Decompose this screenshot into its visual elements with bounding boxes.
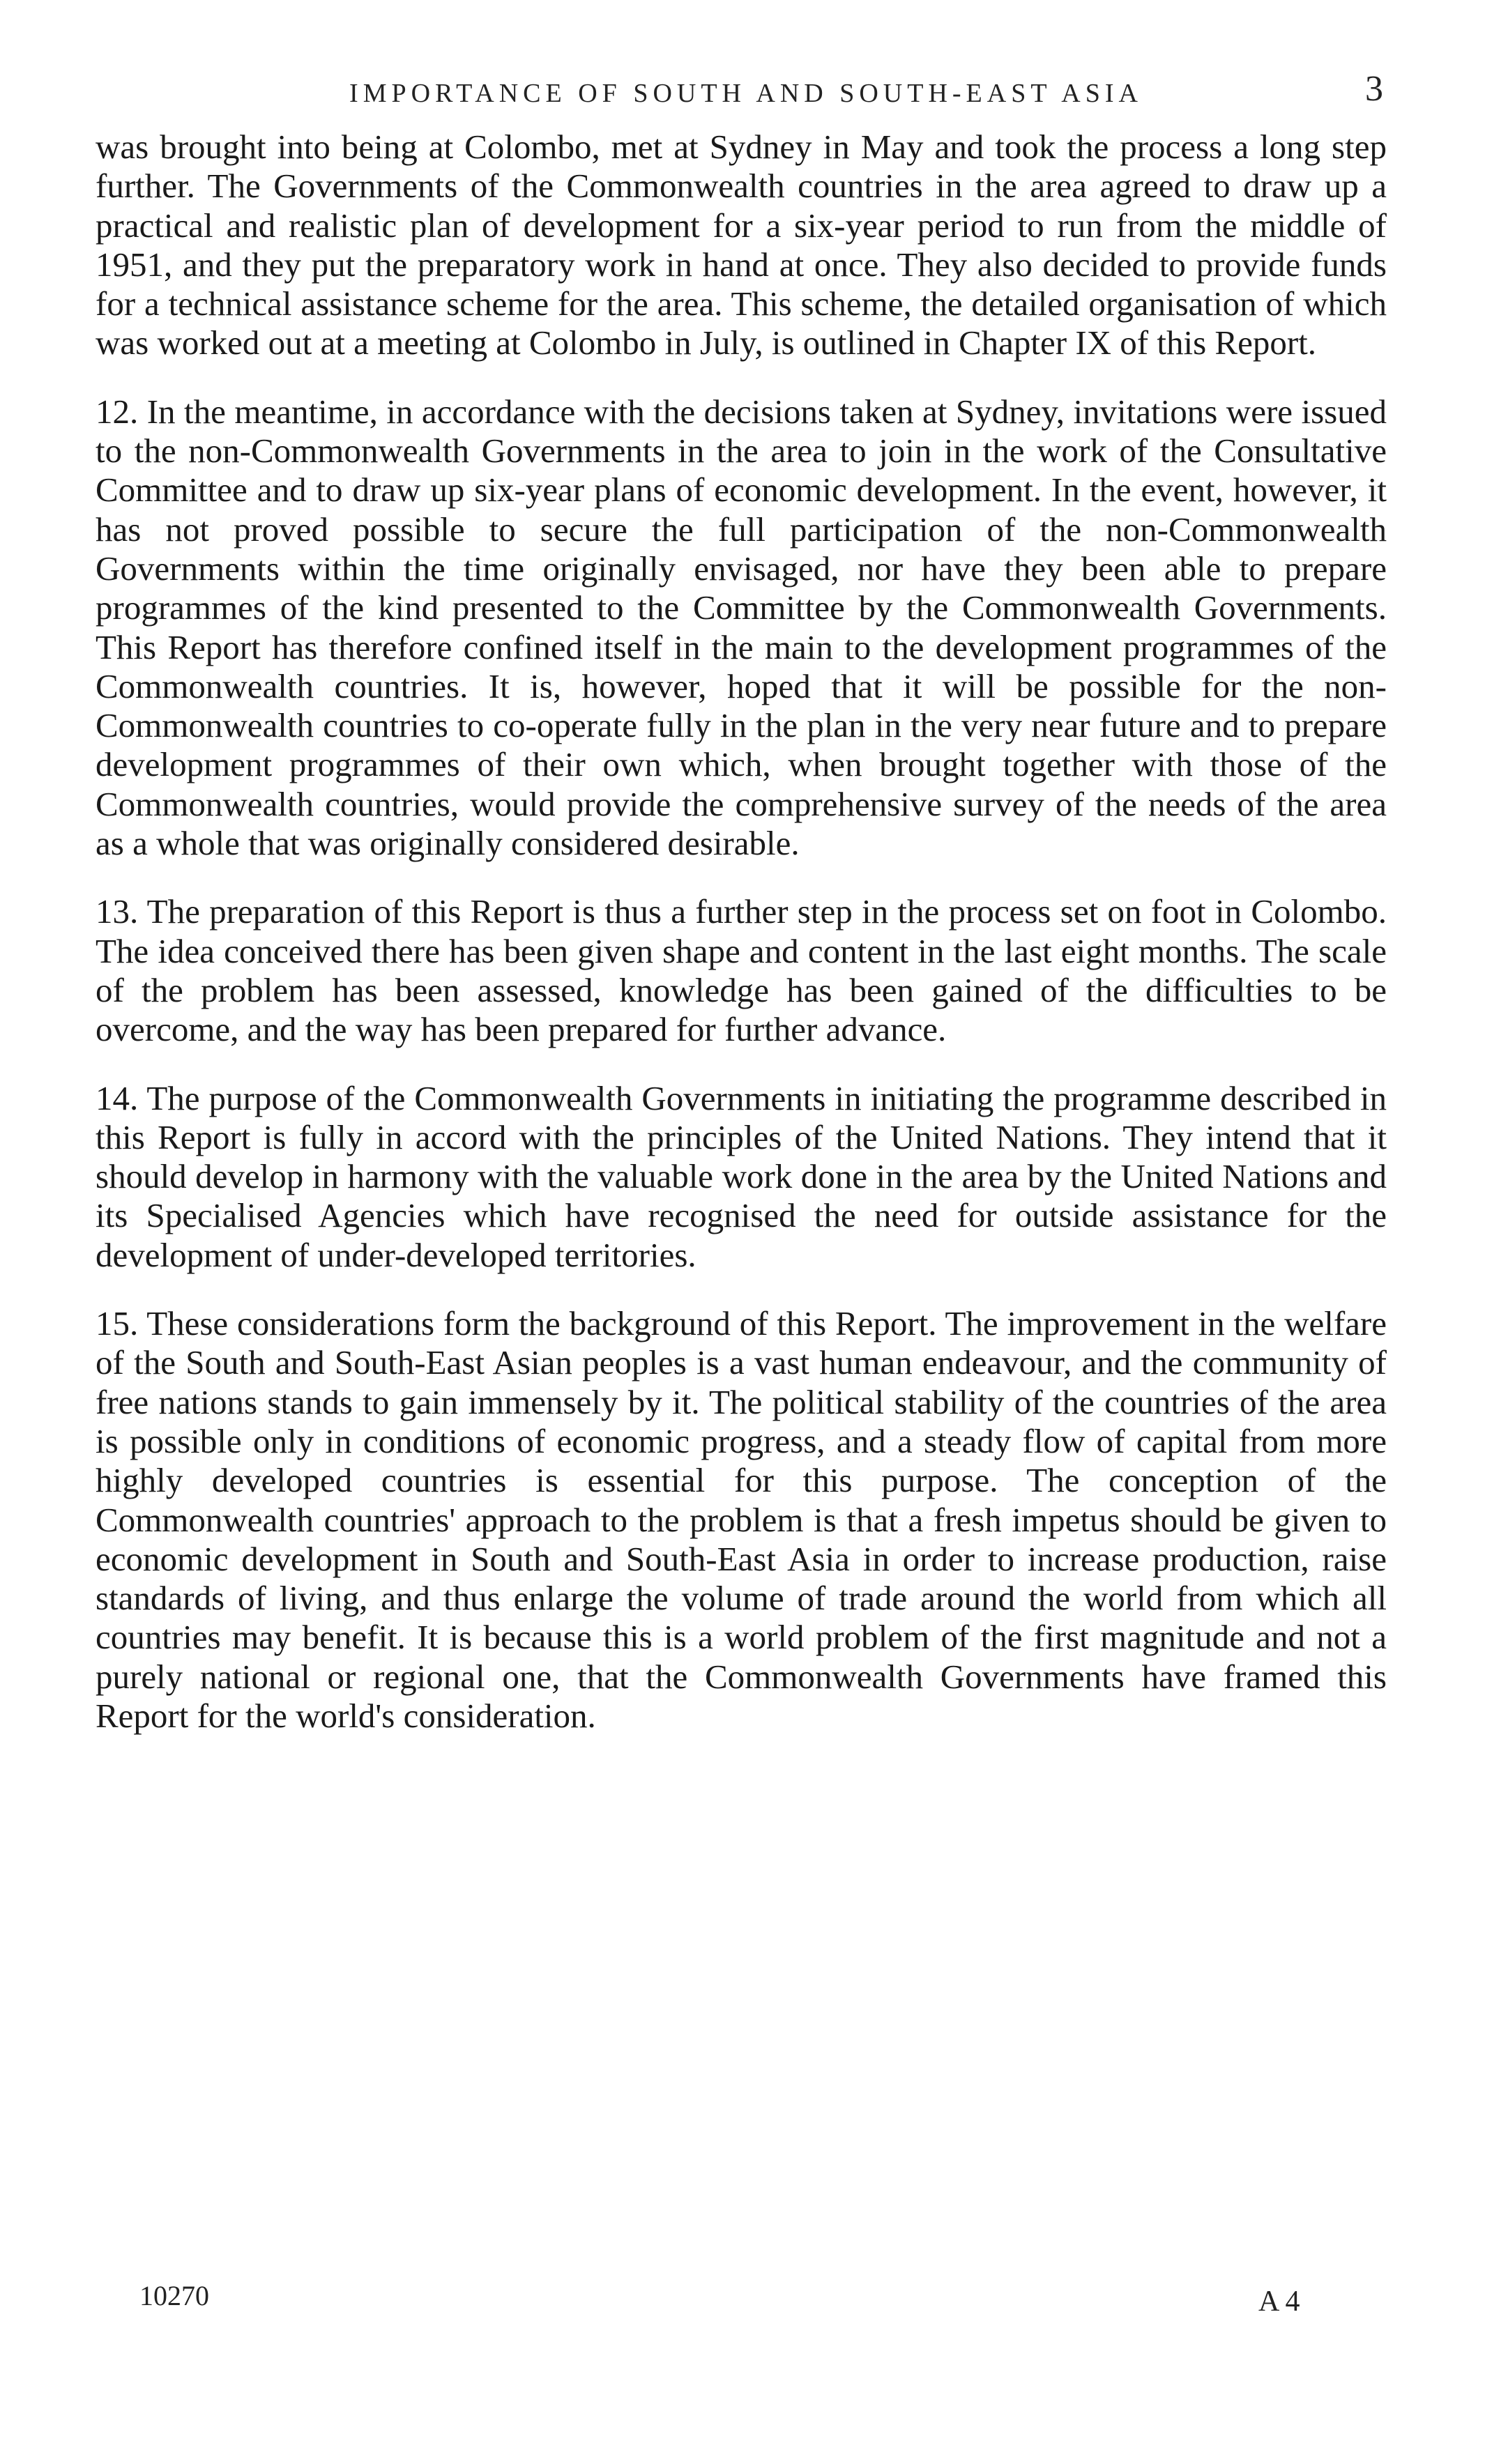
paragraph-number: 12. [96, 392, 139, 431]
paragraph-text: The purpose of the Commonwealth Governments in initiating the programme described in this Report is fully in accord with the principles of the United Nations. They intend that it should develop in harmony with the valuable work done in the area by the United Nations and its Specialised Agencies which have recognised the need for outside assistance for the development of under-developed territories. [96, 1078, 1387, 1274]
paragraph-text: The preparation of this Report is thus a further step in the process set on foot in Colombo. The idea conceived there has been given shape and content in the last eight months. The scale of the problem has been assessed, knowledge has been gained of the difficulties to be overcome, and the way has been prepared for further advance. [96, 892, 1387, 1049]
paragraph-number: 14. [96, 1078, 139, 1117]
paragraph-text: In the meantime, in accordance with the decisions taken at Sydney, invitations were issued to the non-Commonwealth Governments in the area to join in the work of the Consultative Committee and to draw up six-year plans of economic development. In the event, however, it has not proved possible to secure the full participation of the non-Commonwealth Governments within the time originally envisaged, nor have they been able to prepare programmes of the kind presented to the Committee by the Commonwealth Governments. This Report has therefore confined itself in the main to the development programmes of the Commonwealth countries. It is, however, hoped that it will be possible for the non-Commonwealth countries to co-operate fully in the plan in the very near future and to prepare development programmes of their own which, when brought together with those of the Commonwealth countries, would provide the comprehensive survey of the needs of the area as a whole that was originally considered desirable. [96, 392, 1387, 863]
signature-mark: A 4 [1258, 2286, 1300, 2318]
page-number: 3 [1365, 69, 1383, 109]
paragraph-14 [96, 1079, 1387, 1275]
paragraph-number: 13. [96, 892, 139, 931]
print-code: 10270 [139, 2280, 209, 2311]
paragraph-11-continuation [96, 128, 1387, 363]
paragraph-text: These considerations form the background of this Report. The improvement in the welfare of the South and South-East Asian peoples is a vast human endeavour, and the community of free nations stands to gain immensely by it. The political stability of the countries of the area is possible only in conditions of economic progress, and a steady flow of capital from more highly developed countries is essential for this purpose. The conception of the Commonwealth countries' approach to the problem is that a fresh impetus should be given to economic development in South and South-East Asia in order to increase production, raise standards of living, and thus enlarge the volume of trade around the world from which all countries may benefit. It is because this is a world problem of the first magnitude and not a purely national or regional one, that the Commonwealth Governments have framed this Report for the world's consideration. [96, 1304, 1387, 1735]
paragraph-number: 15. [96, 1304, 139, 1343]
body-text [96, 128, 1387, 1765]
paragraph-13 [96, 892, 1387, 1049]
paragraph-15 [96, 1304, 1387, 1736]
running-title: IMPORTANCE OF SOUTH AND SOUTH-EAST ASIA [349, 79, 1143, 108]
paragraph-12 [96, 392, 1387, 864]
paragraph-text: was brought into being at Colombo, met at Sydney in May and took the process a long step further. The Governments of the Commonwealth countries in the area agreed to draw up a practical and realistic plan of development for a six-year period to run from the middle of 1951, and they put the preparatory work in hand at once. They also decided to provide funds for a technical assistance scheme for the area. This scheme, the detailed organisation of which was worked out at a meeting at Colombo in July, is outlined in Chapter IX of this Report. [96, 128, 1387, 362]
